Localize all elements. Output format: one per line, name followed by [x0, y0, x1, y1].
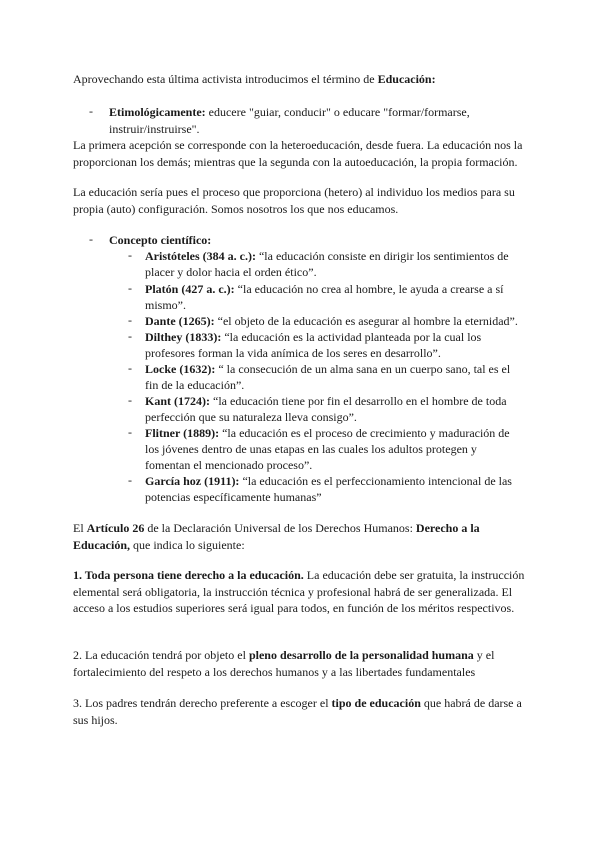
intro-text: Aprovechando esta última activista introducimos el término de: [73, 72, 378, 86]
author-item: [145, 248, 525, 280]
author-quote: “ la consecución de un alma sana en un cuerpo sano, tal es el fin de la educación”.: [145, 362, 511, 392]
articulo-paragraph: [73, 520, 531, 553]
author-item: [145, 393, 525, 425]
articulo-text: de la Declaración Universal de los Derechos Humanos:: [144, 521, 416, 535]
author-quote: “la educación consiste en dirigir los sentimientos de placer y dolor hacia el orden ético”.: [145, 249, 509, 279]
author-name: Flitner (1889):: [145, 426, 220, 440]
author-name: Kant (1724):: [145, 394, 210, 408]
list-dash: -: [89, 232, 93, 246]
author-item: [145, 313, 525, 329]
list-dash: -: [128, 361, 132, 375]
articulo-number: Artículo 26: [86, 521, 145, 535]
punto-1-text: La educación debe ser gratuita, la instrucción elemental será obligatoria, la instrucción técnica y profesional habrá de ser generalizada. El acceso a los estudios superiores será igual para todos, en función de los méritos respectivos.: [73, 568, 525, 615]
punto-2-paragraph: [73, 647, 531, 680]
punto-1-heading: 1. Toda persona tiene derecho a la educación.: [73, 568, 304, 582]
author-item: [145, 361, 525, 393]
intro-paragraph: [73, 71, 531, 88]
list-dash: -: [128, 473, 132, 487]
punto-2-text: 2. La educación tendrá por objeto el: [73, 648, 249, 662]
punto-2-bold: pleno desarrollo de la personalidad humana: [248, 648, 474, 662]
list-dash: -: [128, 329, 132, 343]
list-dash: -: [128, 393, 132, 407]
list-dash: -: [128, 313, 132, 327]
articulo-text: El: [73, 521, 87, 535]
punto-1-paragraph: [73, 567, 531, 617]
paragraph-proceso: La educación sería pues el proceso que proporciona (hetero) al individuo los medios para su propia (auto) configuración. Somos nosotros los que nos educamos.: [73, 185, 515, 216]
author-quote: “la educación tiene por fin el desarrollo en el hombre de toda perfección que su naturaleza lleva consigo”.: [145, 394, 507, 424]
author-quote: “el objeto de la educación es asegurar al hombre la eternidad”.: [214, 314, 518, 328]
author-quote: “la educación es la actividad planteada por la cual los profesores forman la vida anímica de los seres en desarrollo”.: [145, 330, 482, 360]
author-name: Dilthey (1833):: [145, 330, 222, 344]
author-item: [145, 329, 525, 361]
author-item: [145, 425, 525, 473]
punto-3-text: que habrá de darse a sus hijos.: [73, 696, 522, 727]
etimologico-item: [109, 104, 529, 137]
paragraph-acepcion: La primera acepción se corresponde con la heteroeducación, desde fuera. La educación nos la proporcionan los demás; mientras que la segunda con la autoeducación, la propia formación.: [73, 138, 523, 169]
concepto-heading: [109, 232, 529, 249]
articulo-title: Derecho a la Educación,: [73, 521, 480, 552]
list-dash: -: [128, 248, 132, 262]
etimologico-text: educere "guiar, conducir" o educare "formar/formarse, instruir/instruirse".: [109, 105, 470, 136]
author-quote: “la educación es el perfeccionamiento intencional de las potencias específicamente humanas”: [145, 474, 512, 504]
author-name: Locke (1632):: [145, 362, 216, 376]
author-quote: “la educación no crea al hombre, le ayuda a crearse a sí mismo”.: [145, 282, 504, 312]
intro-bold-term: Educación:: [377, 72, 436, 86]
author-item: [145, 473, 525, 505]
author-name: García hoz (1911):: [145, 474, 240, 488]
punto-2-text: y el fortalecimiento del respeto a los derechos humanos y a las libertades fundamentales: [73, 648, 495, 679]
etimologico-label: Etimológicamente:: [109, 105, 206, 119]
list-dash: -: [128, 281, 132, 295]
punto-3-bold: tipo de educación: [331, 696, 421, 710]
list-dash: -: [128, 425, 132, 439]
concepto-label: Concepto científico:: [109, 233, 212, 247]
list-dash: -: [89, 104, 93, 118]
punto-3-text: 3. Los padres tendrán derecho preferente a escoger el: [73, 696, 332, 710]
author-name: Dante (1265):: [145, 314, 215, 328]
author-item: [145, 281, 525, 313]
author-name: Aristóteles (384 a. c.):: [145, 249, 256, 263]
author-name: Platón (427 a. c.):: [145, 282, 235, 296]
punto-3-paragraph: [73, 695, 531, 728]
articulo-text: que indica lo siguiente:: [130, 537, 245, 552]
author-quote: “la educación es el proceso de crecimiento y maduración de los jóvenes dentro de unas etapas en las cuales los adultos protegen y fomentan el mencionado proceso”.: [145, 426, 510, 472]
